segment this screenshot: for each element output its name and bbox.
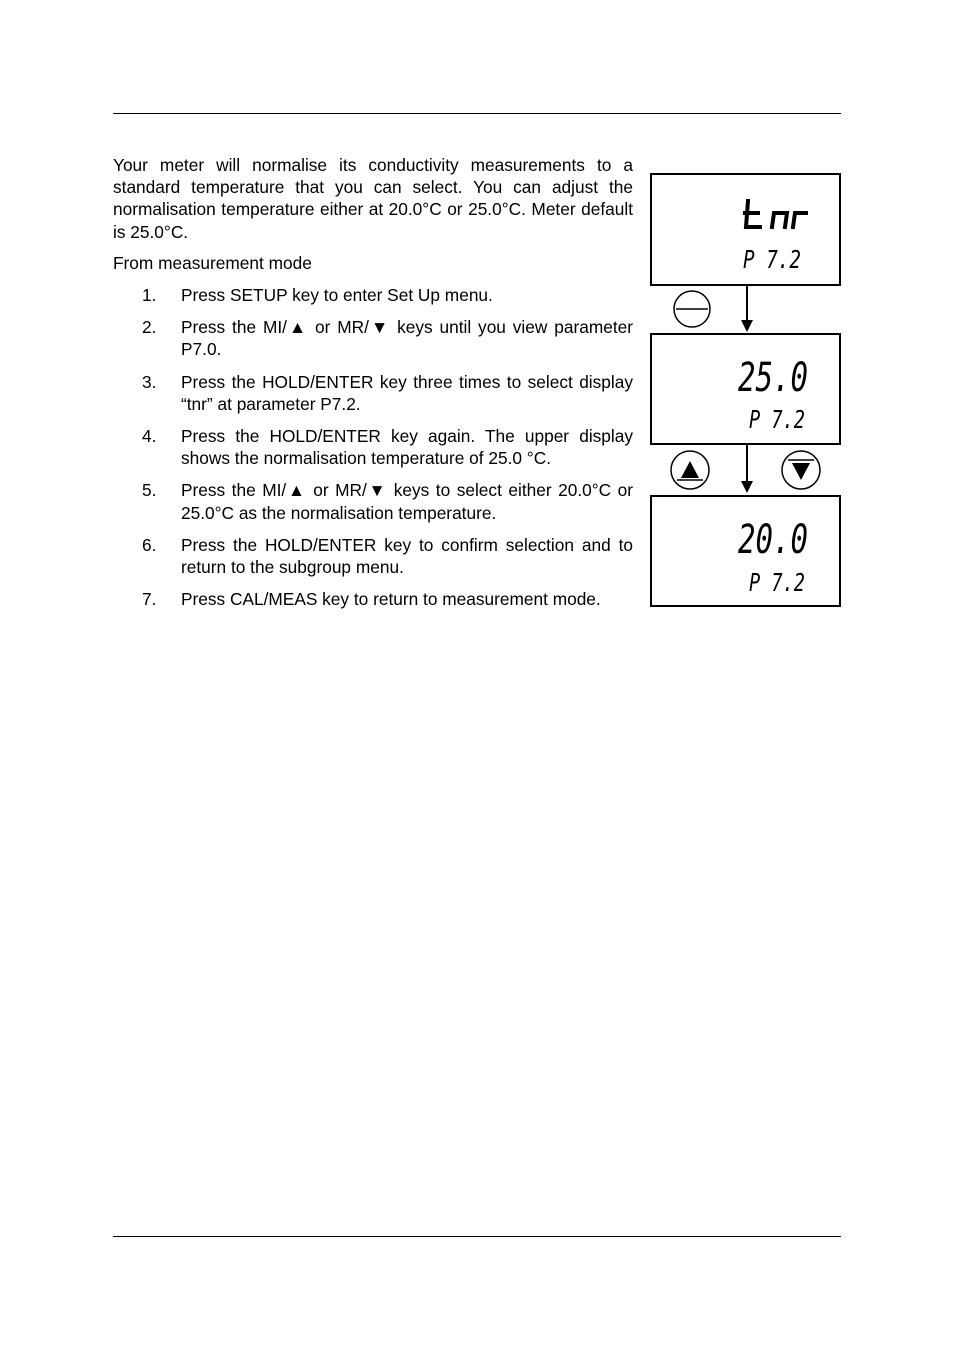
lcd-lower-3: P 7.2	[749, 568, 805, 597]
arrow-head-1	[741, 320, 753, 332]
step-number: 6.	[142, 534, 157, 555]
list-item	[113, 534, 633, 578]
step-text: Press the HOLD/ENTER key to confirm selection and to return to the subgroup menu.	[181, 534, 633, 578]
step-text: Press CAL/MEAS key to return to measurement mode.	[181, 589, 601, 610]
step-number: 2.	[142, 317, 157, 338]
step-number: 4.	[142, 426, 157, 447]
step-text: Press the HOLD/ENTER key three times to select display “tnr” at parameter P7.2.	[181, 371, 633, 414]
instructions	[113, 154, 633, 620]
footer-rule	[113, 1236, 841, 1237]
list-item	[113, 588, 633, 610]
header-rule	[113, 113, 841, 114]
display-sequence-diagram	[650, 173, 842, 608]
lead-line: From measurement mode	[113, 252, 312, 273]
list-item	[113, 316, 633, 360]
list-item	[113, 284, 633, 306]
list-item	[113, 479, 633, 523]
list-item	[113, 425, 633, 469]
lcd-lower-1: P 7.2	[743, 245, 801, 274]
step-number: 5.	[142, 480, 157, 501]
step-list	[113, 284, 633, 610]
intro-paragraph: Your meter will normalise its conductivity measurements to a standard temperature that you can select. You can adjust the normalisation temperature either at 20.0°C or 25.0°C. Meter default is 25.0°C.	[113, 155, 633, 242]
list-item	[113, 371, 633, 415]
step-text: Press the MI/▲ or MR/▼ keys to select either 20.0°C or 25.0°C as the normalisation temperature.	[181, 480, 633, 523]
step-number: 1.	[142, 285, 157, 306]
step-text: Press the MI/▲ or MR/▼ keys until you view parameter P7.0.	[181, 317, 633, 360]
lcd-upper-3: 20.0	[738, 517, 808, 563]
arrow-head-2	[741, 481, 753, 493]
step-text: Press SETUP key to enter Set Up menu.	[181, 285, 493, 306]
step-text: Press the HOLD/ENTER key again. The upper display shows the normalisation temperature of 25.0 °C.	[181, 426, 633, 469]
lcd-lower-2: P 7.2	[749, 405, 805, 434]
lcd-upper-2: 25.0	[738, 355, 808, 401]
step-number: 3.	[142, 371, 157, 392]
step-number: 7.	[142, 589, 157, 610]
